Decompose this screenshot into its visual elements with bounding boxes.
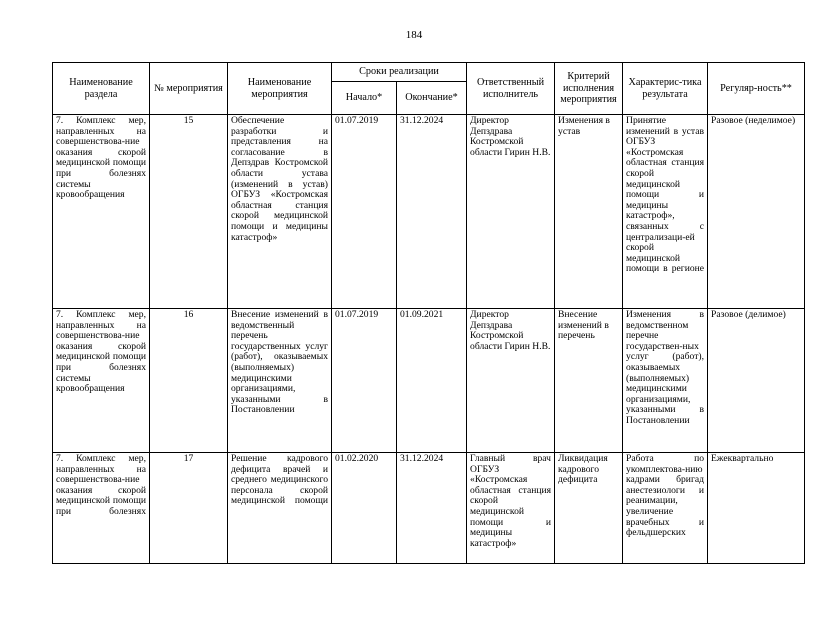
- cell-regularity: Ежеквартально: [708, 453, 805, 564]
- col-header-regularity: Регуляр-ность**: [708, 63, 805, 115]
- table-row: [53, 115, 805, 309]
- header-row: [53, 63, 805, 82]
- cell-regularity: Разовое (делимое): [708, 309, 805, 453]
- cell-name: Решение кадрового дефицита врачей и среднего медицинского персонала скорой медицинской помощи: [228, 453, 332, 564]
- cell-end: 31.12.2024: [397, 115, 467, 309]
- col-header-name: Наименование мероприятия: [228, 63, 332, 115]
- col-header-end: Окончание*: [397, 82, 467, 115]
- cell-number: 17: [150, 453, 228, 564]
- col-header-responsible: Ответственный исполнитель: [467, 63, 555, 115]
- col-header-start: Начало*: [332, 82, 397, 115]
- cell-characteristic: Работа по укомплектова-нию кадрами бригад анестезиологи и реанимации, увеличение врачебных и фельдшерских: [623, 453, 708, 564]
- cell-start: 01.02.2020: [332, 453, 397, 564]
- cell-number: 15: [150, 115, 228, 309]
- cell-responsible: Директор Депздрава Костромской области Гирин Н.В.: [467, 309, 555, 453]
- table-row: [53, 453, 805, 564]
- cell-criterion: Изменения в устав: [555, 115, 623, 309]
- page-number: 184: [405, 29, 423, 41]
- cell-section: 7. Комплекс мер, направленных на совершенствова-ние оказания скорой медицинской помощи при болезнях системы кровообращения: [53, 309, 150, 453]
- cell-responsible: Главный врач ОГБУЗ «Костромская областная станция скорой медицинской помощи и медицины катастроф»: [467, 453, 555, 564]
- cell-number: 16: [150, 309, 228, 453]
- col-header-number: № мероприятия: [150, 63, 228, 115]
- cell-end: 31.12.2024: [397, 453, 467, 564]
- cell-characteristic: Изменения в ведомственном перечне государствен-ных услуг (работ), оказываемых (выполняемых) медицинскими организациями, указанными в Постановлении: [623, 309, 708, 453]
- cell-section: 7. Комплекс мер, направленных на совершенствова-ние оказания скорой медицинской помощи при болезнях: [53, 453, 150, 564]
- cell-section: 7. Комплекс мер, направленных на совершенствова-ние оказания скорой медицинской помощи при болезнях системы кровообращения: [53, 115, 150, 309]
- cell-characteristic: Принятие изменений в устав ОГБУЗ «Костромская областная станция скорой медицинской помощи и медицины катастроф», связанных с централизаци-ей скорой медицинской помощи в регионе: [623, 115, 708, 309]
- measures-table: [52, 62, 805, 564]
- col-header-terms: Сроки реализации: [332, 63, 467, 82]
- cell-responsible: Директор Депздрава Костромской области Гирин Н.В.: [467, 115, 555, 309]
- cell-name: Обеспечение разработки и представления на согласование в Депздрав Костромской области устава (изменений в устав) ОГБУЗ «Костромская областная станция скорой медицинской помощи и медицины катастроф»: [228, 115, 332, 309]
- cell-criterion: Ликвидация кадрового дефицита: [555, 453, 623, 564]
- table-row: [53, 309, 805, 453]
- col-header-section: Наименование раздела: [53, 63, 150, 115]
- cell-start: 01.07.2019: [332, 309, 397, 453]
- cell-name: Внесение изменений в ведомственный перечень государственных услуг (работ), оказываемых (выполняемых) медицинскими организациями, указанными в Постановлении: [228, 309, 332, 453]
- cell-start: 01.07.2019: [332, 115, 397, 309]
- col-header-criterion: Критерий исполнения мероприятия: [555, 63, 623, 115]
- col-header-characteristic: Характерис-тика результата: [623, 63, 708, 115]
- cell-regularity: Разовое (неделимое): [708, 115, 805, 309]
- cell-end: 01.09.2021: [397, 309, 467, 453]
- cell-criterion: Внесение изменений в перечень: [555, 309, 623, 453]
